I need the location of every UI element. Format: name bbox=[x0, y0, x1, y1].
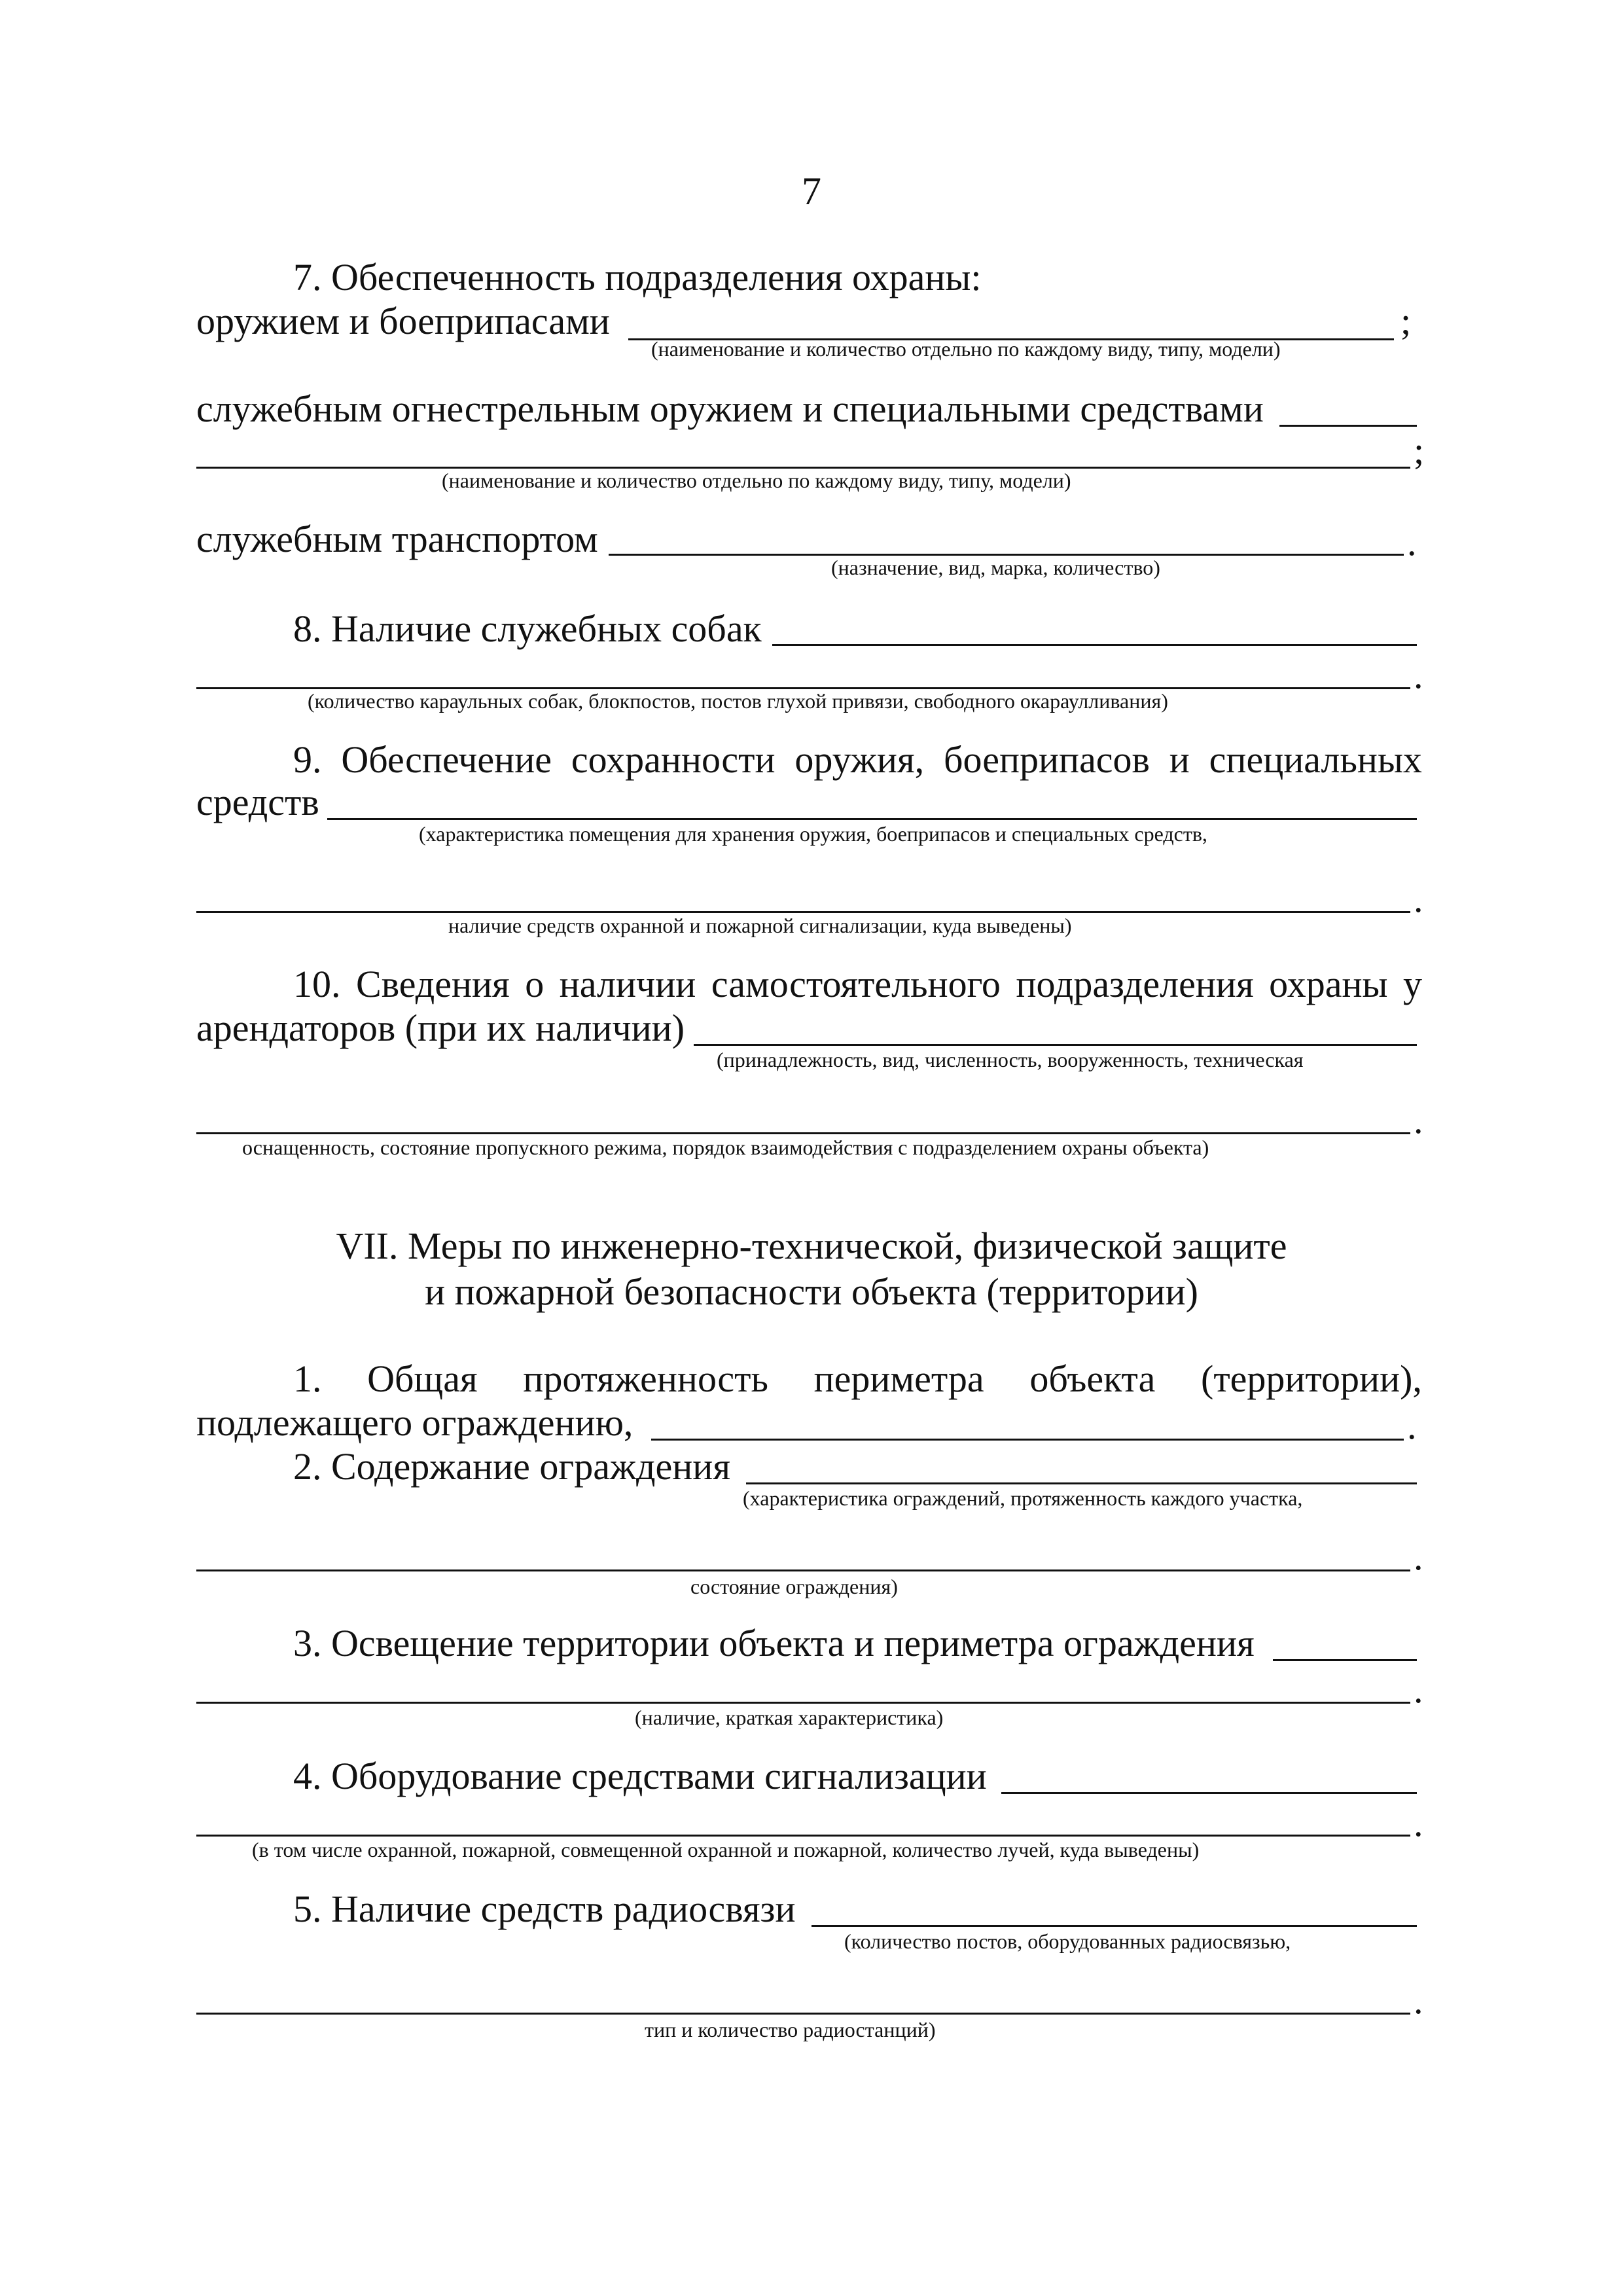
item7-service-weapons-semicolon: ; bbox=[1414, 429, 1425, 472]
item10-word: подразделения bbox=[1016, 963, 1254, 1005]
s4-period: . bbox=[1414, 1802, 1423, 1844]
item7-weapons-semicolon: ; bbox=[1400, 300, 1412, 342]
s3-label: 3. Освещение территории объекта и периметра ограждения bbox=[293, 1622, 1255, 1664]
s5-label: 5. Наличие средств радиосвязи bbox=[293, 1888, 796, 1930]
page-number: 7 bbox=[802, 170, 821, 213]
s2-field-2[interactable] bbox=[196, 1570, 1410, 1571]
s1-word: объекта bbox=[1029, 1357, 1156, 1400]
s1-word: 1. bbox=[293, 1357, 322, 1400]
s1-word: периметра bbox=[813, 1357, 984, 1400]
s1-cont: подлежащего ограждению, bbox=[196, 1401, 633, 1444]
s1-line1 bbox=[293, 1357, 1422, 1400]
item7-heading: 7. Обеспеченность подразделения охраны: bbox=[293, 256, 982, 298]
item7-transport-label: служебным транспортом bbox=[196, 518, 598, 560]
item8-period: . bbox=[1414, 654, 1423, 696]
s5-period: . bbox=[1414, 1979, 1423, 2022]
item7-transport-hint: (назначение, вид, марка, количество) bbox=[831, 556, 1160, 579]
item9-line1 bbox=[293, 738, 1422, 781]
item9-period: . bbox=[1414, 878, 1423, 920]
item10-cont: арендаторов (при их наличии) bbox=[196, 1007, 685, 1049]
s1-word: (территории), bbox=[1201, 1357, 1422, 1400]
item9-word: 9. bbox=[293, 738, 322, 781]
s4-hint: (в том числе охранной, пожарной, совмещенной охранной и пожарной, количество лучей, куда выведены) bbox=[252, 1838, 1200, 1861]
s2-field-1[interactable] bbox=[746, 1482, 1417, 1484]
item10-word: 10. bbox=[293, 963, 341, 1005]
s4-field-2[interactable] bbox=[196, 1835, 1410, 1837]
item10-word: о bbox=[525, 963, 544, 1005]
item8-field-1[interactable] bbox=[772, 644, 1417, 646]
s3-period: . bbox=[1414, 1668, 1423, 1711]
section7-title-line1: VII. Меры по инженерно-технической, физической защите bbox=[336, 1225, 1287, 1267]
s1-word: протяженность bbox=[523, 1357, 768, 1400]
s1-word: Общая bbox=[367, 1357, 478, 1400]
s2-hint2: состояние ограждения) bbox=[690, 1575, 898, 1598]
item7-service-weapons-hint: (наименование и количество отдельно по каждому виду, типу, модели) bbox=[442, 469, 1071, 492]
item9-word: и bbox=[1169, 738, 1190, 781]
s2-period: . bbox=[1414, 1535, 1423, 1578]
item10-word: наличии bbox=[559, 963, 696, 1005]
s4-field-1[interactable] bbox=[1001, 1792, 1417, 1794]
item7-weapons-label: оружием и боеприпасами bbox=[196, 300, 610, 342]
s5-hint1: (количество постов, оборудованных радиосвязью, bbox=[844, 1929, 1291, 1953]
item10-word: Сведения bbox=[356, 963, 510, 1005]
s3-field-2[interactable] bbox=[196, 1702, 1410, 1704]
s3-field-1[interactable] bbox=[1273, 1659, 1417, 1661]
item7-service-weapons-field-1[interactable] bbox=[1279, 425, 1417, 427]
s1-period: . bbox=[1407, 1405, 1417, 1447]
s5-field-1[interactable] bbox=[812, 1925, 1417, 1927]
section7-title-line2: и пожарной безопасности объекта (территории) bbox=[425, 1270, 1198, 1313]
item10-period: . bbox=[1414, 1099, 1423, 1141]
item9-word: оружия, bbox=[794, 738, 925, 781]
item10-word: самостоятельного bbox=[711, 963, 1001, 1005]
item7-weapons-hint: (наименование и количество отдельно по каждому виду, типу, модели) bbox=[651, 337, 1281, 361]
item9-cont: средств bbox=[196, 781, 319, 823]
item10-field-1[interactable] bbox=[694, 1044, 1417, 1046]
item7-service-weapons-label: служебным огнестрельным оружием и специальными средствами bbox=[196, 387, 1264, 430]
s5-field-2[interactable] bbox=[196, 2013, 1410, 2015]
s4-label: 4. Оборудование средствами сигнализации bbox=[293, 1755, 987, 1797]
item8-label: 8. Наличие служебных собак bbox=[293, 607, 762, 650]
item9-hint1: (характеристика помещения для хранения оружия, боеприпасов и специальных средств, bbox=[419, 822, 1207, 846]
item9-field-1[interactable] bbox=[327, 818, 1417, 820]
item7-transport-period: . bbox=[1407, 521, 1417, 564]
item10-field-2[interactable] bbox=[196, 1132, 1410, 1134]
item10-hint1: (принадлежность, вид, численность, вооруженность, техническая bbox=[717, 1048, 1304, 1071]
item9-field-2[interactable] bbox=[196, 911, 1410, 913]
item9-word: сохранности bbox=[571, 738, 776, 781]
s1-field[interactable] bbox=[651, 1439, 1404, 1441]
s3-hint: (наличие, краткая характеристика) bbox=[635, 1706, 944, 1729]
item9-word: специальных bbox=[1209, 738, 1422, 781]
item10-word: охраны bbox=[1269, 963, 1388, 1005]
item8-hint: (количество караульных собак, блокпостов, постов глухой привязи, свободного окараулливания) bbox=[308, 689, 1168, 713]
s2-label: 2. Содержание ограждения bbox=[293, 1445, 731, 1488]
s5-hint2: тип и количество радиостанций) bbox=[645, 2018, 936, 2041]
item10-hint2: оснащенность, состояние пропускного режима, порядок взаимодействия с подразделением охраны объекта) bbox=[242, 1136, 1209, 1159]
s2-hint1: (характеристика ограждений, протяженность каждого участка, bbox=[743, 1486, 1303, 1510]
item10-line1 bbox=[293, 965, 1422, 1003]
item9-word: боеприпасов bbox=[943, 738, 1150, 781]
item9-hint2: наличие средств охранной и пожарной сигнализации, куда выведены) bbox=[448, 914, 1072, 937]
item10-word: у bbox=[1402, 963, 1422, 1005]
item9-word: Обеспечение bbox=[341, 738, 552, 781]
